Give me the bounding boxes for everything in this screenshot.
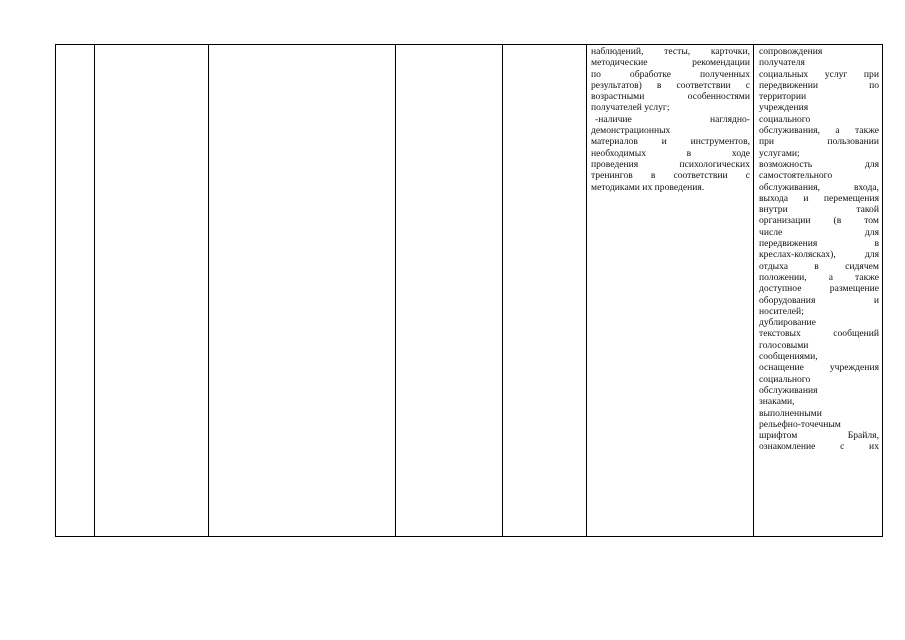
- text-line: рельефно-точечным: [759, 418, 841, 430]
- text-line: дублирование: [759, 317, 816, 329]
- text-line: обслуживания, а также: [759, 125, 879, 137]
- text-line: наблюдений, тесты, карточки,: [591, 46, 750, 57]
- text-line: положении, а также: [759, 271, 879, 283]
- text-line: передвижении по: [759, 79, 879, 91]
- text-line: получателя: [759, 57, 805, 69]
- text-line: материалов и инструментов,: [591, 136, 750, 148]
- text-line: получателей услуг;: [591, 102, 670, 114]
- table-cell-quality-indicators: [587, 45, 754, 537]
- text-line: отдыха в сидячем: [759, 260, 879, 272]
- text-line: демонстрационных: [591, 125, 671, 137]
- text-line: учреждения: [759, 102, 809, 114]
- text-line: социального: [759, 113, 811, 125]
- text-line: необходимых в ходе: [591, 147, 750, 159]
- text-line: шрифтом Брайля,: [759, 430, 879, 442]
- text-line: методические рекомендации: [591, 57, 750, 69]
- text-line: обслуживания: [759, 384, 818, 396]
- text-line: сопровождения: [759, 46, 823, 57]
- text-line: голосовыми: [759, 339, 809, 351]
- text-line: креслах-колясках), для: [759, 249, 879, 261]
- text-line: -наличие наглядно-: [595, 113, 750, 125]
- text-line: знаками,: [759, 396, 795, 408]
- text-line: результатов) в соответствии с: [591, 79, 750, 91]
- table-cell-provider: [503, 45, 587, 537]
- text-line: организации (в том: [759, 215, 879, 227]
- table-cell-number: [56, 45, 95, 537]
- text-line: территории: [759, 91, 807, 103]
- text-line: обслуживания, входа,: [759, 181, 879, 193]
- text-line: текстовых сообщений: [759, 328, 879, 340]
- text-line: возрастными особенностями: [591, 91, 750, 103]
- text-line: социальных услуг при: [759, 68, 879, 80]
- text-line: сообщениями,: [759, 351, 818, 363]
- text-line: услугами;: [759, 147, 800, 159]
- text-line: числе для: [759, 226, 879, 238]
- table-row: [56, 45, 883, 537]
- text-line: проведения психологических: [591, 158, 750, 170]
- table-cell-conditions: [754, 45, 883, 537]
- document-table: [55, 44, 883, 537]
- text-line: носителей;: [759, 305, 804, 317]
- text-line: внутри такой: [759, 204, 879, 216]
- table-cell-description: [209, 45, 396, 537]
- text-line: выполненными: [759, 407, 822, 419]
- text-line: социального: [759, 373, 811, 385]
- text-line: самостоятельного: [759, 170, 833, 182]
- text-line: выхода и перемещения: [759, 192, 879, 204]
- text-line: оснащение учреждения: [759, 362, 879, 374]
- text-line: по обработке полученных: [591, 68, 750, 80]
- text-line: оборудования и: [759, 294, 879, 306]
- text-line: тренингов в соответствии с: [591, 170, 750, 182]
- text-line: доступное размещение: [759, 283, 879, 295]
- table-cell-name: [95, 45, 209, 537]
- text-line: методиками их проведения.: [591, 181, 705, 193]
- text-line: передвижения в: [759, 238, 879, 250]
- quality-indicators-text: [587, 45, 753, 193]
- text-line: возможность для: [759, 158, 879, 170]
- text-line: при пользовании: [759, 136, 879, 148]
- table-cell-time: [396, 45, 503, 537]
- text-line: ознакомление с их: [759, 441, 879, 453]
- conditions-text: [754, 45, 882, 453]
